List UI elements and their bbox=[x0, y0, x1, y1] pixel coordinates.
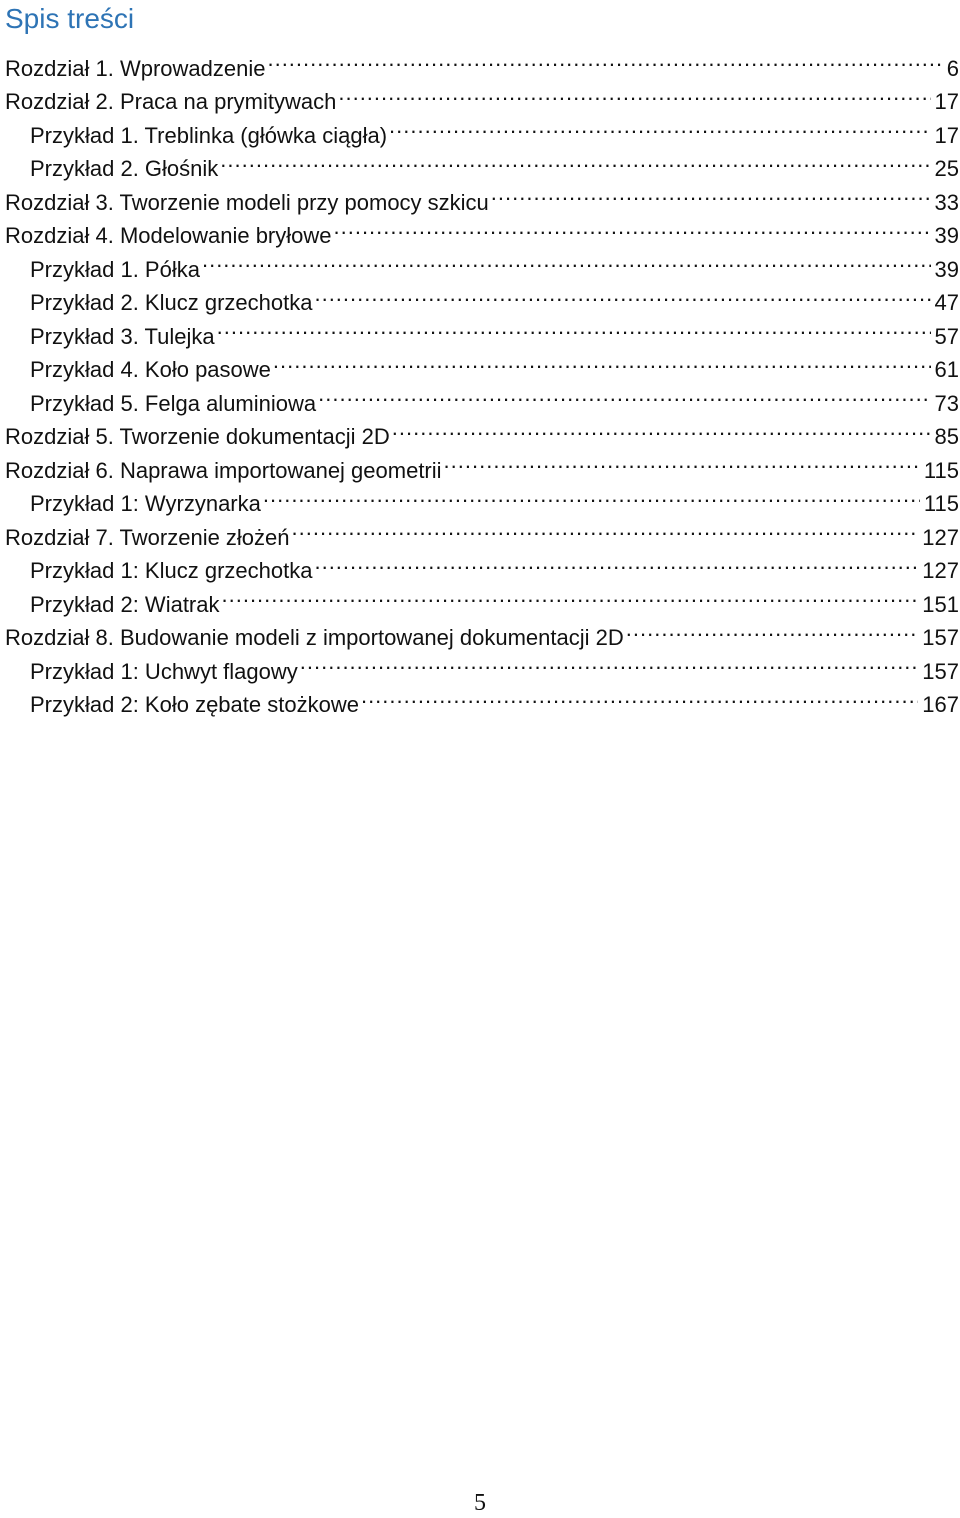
toc-dot-leader bbox=[267, 42, 942, 76]
toc-dot-leader bbox=[217, 310, 931, 344]
toc-entry-page: 157 bbox=[922, 625, 959, 650]
toc-entry-page: 17 bbox=[934, 89, 959, 114]
toc-entry-page: 25 bbox=[934, 156, 959, 181]
toc-dot-leader bbox=[318, 377, 930, 411]
toc-entry-page: 157 bbox=[922, 658, 959, 684]
toc-entry-label: Przykład 5. Felga aluminiowa bbox=[30, 390, 317, 416]
toc-entry-label: Rozdział 8. Budowanie modeli z importowanej dokumentacji 2D bbox=[5, 625, 624, 650]
toc-entry-page: 85 bbox=[934, 424, 959, 449]
toc-entry-label: Rozdział 7. Tworzenie złożeń bbox=[5, 524, 290, 550]
toc-entry-label: Przykład 1. Treblinka (główka ciągła) bbox=[30, 122, 388, 148]
toc-entry-page: 57 bbox=[934, 323, 959, 349]
toc-dot-leader bbox=[273, 344, 931, 378]
toc-entry-page: 61 bbox=[934, 357, 959, 382]
toc-dot-leader bbox=[222, 578, 919, 612]
toc-dot-leader bbox=[334, 210, 931, 244]
toc-entry-label: Rozdział 6. Naprawa importowanej geometrii bbox=[5, 457, 442, 483]
toc-dot-leader bbox=[626, 612, 919, 646]
toc-chapter-entry[interactable] bbox=[5, 42, 959, 81]
toc-entry-page: 39 bbox=[934, 223, 959, 248]
toc-dot-leader bbox=[263, 478, 920, 512]
toc-dot-leader bbox=[300, 645, 919, 679]
toc-dot-leader bbox=[292, 511, 919, 545]
toc-entry-page: 115 bbox=[923, 491, 959, 516]
toc-entry-page: 17 bbox=[934, 122, 959, 148]
toc-entry-label: Przykład 2: Wiatrak bbox=[30, 591, 220, 617]
toc-entry-label: Rozdział 2. Praca na prymitywach bbox=[5, 89, 337, 114]
toc-entry-page: 33 bbox=[934, 189, 959, 215]
toc-entry-page: 47 bbox=[934, 290, 959, 315]
toc-entry-page: 151 bbox=[922, 591, 959, 617]
toc-entry-label: Przykład 3. Tulejka bbox=[30, 323, 215, 349]
toc-list bbox=[5, 42, 959, 717]
toc-dot-leader bbox=[202, 243, 931, 277]
toc-entry-page: 127 bbox=[922, 558, 959, 583]
toc-entry-page: 39 bbox=[934, 256, 959, 282]
toc-dot-leader bbox=[444, 444, 920, 478]
toc-entry-label: Przykład 1. Półka bbox=[30, 256, 200, 282]
toc-entry-page: 167 bbox=[922, 692, 959, 717]
toc-entry-page: 73 bbox=[934, 390, 959, 416]
toc-title: Spis treści bbox=[5, 3, 135, 34]
toc-dot-leader bbox=[389, 109, 930, 143]
toc-entry-label: Rozdział 3. Tworzenie modeli przy pomocy szkicu bbox=[5, 189, 489, 215]
toc-entry-label: Przykład 2. Klucz grzechotka bbox=[30, 290, 313, 315]
toc-entry-page: 127 bbox=[922, 524, 959, 550]
toc-entry-label: Rozdział 5. Tworzenie dokumentacji 2D bbox=[5, 424, 390, 449]
toc-dot-leader bbox=[392, 411, 931, 445]
toc-entry-page: 115 bbox=[923, 457, 959, 483]
toc-entry-label: Przykład 1: Uchwyt flagowy bbox=[30, 658, 298, 684]
toc-dot-leader bbox=[491, 176, 931, 210]
toc-entry-label: Przykład 1: Klucz grzechotka bbox=[30, 558, 313, 583]
toc-entry-label: Przykład 4. Koło pasowe bbox=[30, 357, 271, 382]
toc-entry-label: Rozdział 4. Modelowanie bryłowe bbox=[5, 223, 332, 248]
page-number: 5 bbox=[474, 1490, 486, 1516]
toc-entry-page: 6 bbox=[946, 55, 959, 81]
toc-entry-label: Przykład 2. Głośnik bbox=[30, 156, 219, 181]
toc-dot-leader bbox=[361, 679, 918, 713]
toc-dot-leader bbox=[338, 76, 930, 110]
toc-entry-label: Przykład 2: Koło zębate stożkowe bbox=[30, 692, 359, 717]
toc-entry-label: Przykład 1: Wyrzynarka bbox=[30, 491, 261, 516]
toc-entry-label: Rozdział 1. Wprowadzenie bbox=[5, 55, 266, 81]
toc-dot-leader bbox=[220, 143, 930, 177]
toc-dot-leader bbox=[314, 277, 930, 311]
toc-dot-leader bbox=[314, 545, 918, 579]
